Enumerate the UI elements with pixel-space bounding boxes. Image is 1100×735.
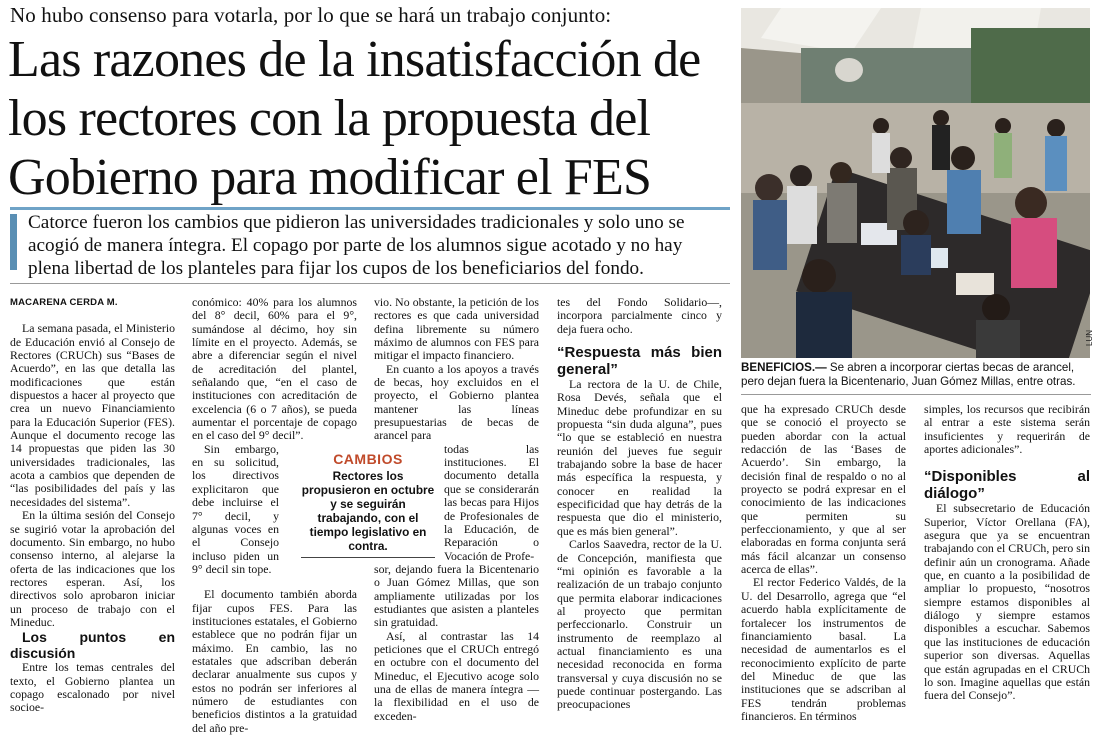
article-photo [741, 8, 1090, 358]
photo-credit: LUN [1085, 329, 1094, 346]
dek-rule [10, 283, 730, 284]
body-paragraph: Entre los temas centrales del texto, el Gobierno plantea un copago escalonado por nivel socioe- [10, 660, 175, 715]
body-paragraph: sor, dejando fuera la Bicentenario o Juan Gómez Millas, que son ampliamente utilizadas por los estudiantes que asisten a planteles sin gratuidad. [374, 561, 539, 630]
body-paragraph: El documento también aborda fijar cupos FES. Para las instituciones estatales, el Gobierno establece que no podrán fijar un máximo. En cambio, las no estatales que adscriban deberán declarar anualmente sus cupos y estos no podrán ser inferiores al número de estudiantes con beneficios distintos a la gratuidad del año pre- [192, 587, 357, 735]
article-column-1 [10, 296, 175, 715]
caption-label: BENEFICIOS.— [741, 361, 827, 374]
fair-photo-illustration [741, 8, 1090, 358]
headline-line: los rectores con la propuesta del [8, 90, 651, 147]
body-paragraph: La semana pasada, el Ministerio de Educación envió al Consejo de Rectores (CRUCh) sus “Bases de Acuerdo”, en las que detalla las modificaciones que están dispuestos a hacer al proyecto que crea un nuevo Financiamiento para la Educación Superior (FES). Aunque el documento recoge las 14 propuestas que piden las 30 universidades tradicionales, las acota a cambios que dependen de “las posibilidades del país y las necesidades del sistema”. [10, 321, 175, 509]
article-headline [8, 30, 738, 207]
caption-rule [741, 394, 1091, 395]
article-column-5 [741, 403, 906, 723]
body-paragraph: todas las instituciones. El documento detalla que se considerarán las becas para Hijos de Profesionales de la Educación, de Reparación o Vocación de Profe- [444, 441, 539, 563]
subhead: “Disponibles al diálogo” [924, 468, 1090, 503]
article-column-6 [924, 403, 1090, 703]
subhead: “Respuesta más bien general” [557, 344, 722, 379]
body-paragraph: Carlos Saavedra, rector de la U. de Concepción, manifiesta que “mi opinión es favorable a la realización de un trabajo conjunto que permita elaborar indicaciones al proyecto que permitan perfeccionarlo. Construir un instrumento de reemplazo al actual financiamiento es una necesidad reconocida en forma transversal y cuya discusión no se puede continuar postergando. Las preocupaciones [557, 537, 722, 712]
body-paragraph: El rector Federico Valdés, de la U. del Desarrollo, agrega que “el acuerdo habla explícitamente de fortalecer los instrumentos de financiamiento basal. La necesidad de aumentarlos es el reconocimiento explícito de parte del Mineduc de que las instituciones que se adscriban al FES tendrán problemas financieros. En términos [741, 575, 906, 723]
dek-accent-bar [10, 214, 17, 270]
box-title: CAMBIOS [333, 451, 403, 467]
body-paragraph: que ha expresado CRUCh desde que se conoció el proyecto se pueden abordar con la actual redacción de las ‘Bases de Acuerdo’. Sin embargo, la decisión final de respaldo o no al proyecto se podrá expresar en el conocimiento de las indicaciones que permiten su perfeccionamiento, y que al ser elaboradas en forma conjunta será más fácil alcanzar un consenso acerca de ellas”. [741, 402, 906, 577]
subhead: Los puntos en discusión [10, 629, 175, 662]
body-paragraph: Sin embargo, en su solicitud, los directivos explicitaron que debe incluirse el 7° decil, y algunas voces en el Consejo incluso piden un 9° decil sin tope. [192, 441, 279, 576]
article-column-3 [374, 296, 539, 723]
article-kicker: No hubo consenso para votarla, por lo que se hará un trabajo conjunto: [10, 3, 612, 27]
body-paragraph: La rectora de la U. de Chile, Rosa Devés, señala que el Mineduc debe profundizar en su propuesta “sin duda alguna”, pues “lo que se estableció en nuestra reunión del jueves fue seguir trabajando sobre la base de hacer más específica la respuesta, y conocer en realidad la especificidad que hay detrás de la respuesta que dio el ministerio, que es más bien general”. [557, 377, 722, 538]
photo-caption [741, 361, 1091, 389]
body-paragraph: El subsecretario de Educación Superior, Víctor Orellana (FA), asegura que ya se encuentran trabajando con el CRUCh, pero sin definir aún un cronograma. Añade que, en cuanto a la posibilidad de ampliar lo propuesto, “nosotros siempre estamos disponibles al diálogo y siempre estamos disponibles a escuchar. Sabemos que las instituciones de educación superior son diversas. Aquellas que están agrupadas en el CRUCh lo son. Imagine aquellas que están fuera del Consejo”. [924, 501, 1090, 703]
headline-line: Gobierno para modificar el FES [8, 149, 652, 206]
byline: MACARENA CERDA M. [10, 297, 118, 308]
box-text: Rectores los propusieron en octubre y se seguirán trabajando, con el tiempo legislativo en contra. [301, 469, 435, 553]
article-column-4 [557, 296, 722, 712]
body-paragraph: tes del Fondo Solidario—, incorpora parcialmente cinco y deja fuera ocho. [557, 295, 722, 336]
caption-text: Se abren a incorporar ciertas becas de arancel, pero dejan fuera la Bicentenario, Juan Gómez Millas, entre otras. [741, 361, 1076, 388]
article-dek: Catorce fueron los cambios que pidieron las universidades tradicionales y solo uno se acogió de manera íntegra. El copago por parte de los alumnos sigue acotado y no hay plena libertad de los planteles para fijar los cupos de los beneficiarios del fondo. [28, 212, 685, 279]
body-paragraph: En la última sesión del Consejo se sugirió votar la aprobación del documento. Sin embargo, no hubo consenso interno, al alejarse la oferta de las indicaciones que los rectores esperan. Así, los directivos solo aprobaron iniciar un proceso de trabajo con el Mineduc. [10, 508, 175, 629]
headline-line: Las razones de la insatisfacción de [8, 31, 701, 88]
body-paragraph: vio. No obstante, la petición de los rectores es que cada universidad defina libremente su número máximo de alumnos con FES para mitigar el impacto financiero. [374, 295, 539, 363]
body-paragraph: simples, los recursos que recibirán al entrar a este sistema serán insuficientes y requerirán de aportes adicionales”. [924, 402, 1090, 457]
body-paragraph: Así, al contrastar las 14 peticiones que el CRUCh entregó en octubre con el documento del Mineduc, el Ejecutivo acoge solo una de ellas de manera íntegra —la flexibilidad en el uso de exceden- [374, 628, 539, 723]
body-paragraph: En cuanto a los apoyos a través de becas, hoy excluidos en el proyecto, el Gobierno plantea mantener las líneas presupuestarias de becas de arancel para [374, 361, 539, 443]
body-paragraph: conómico: 40% para los alumnos del 8° decil, 60% para el 9°, sumándose al décimo, hoy sin límite en el proyecto. Además, se abre a diferenciar según el nivel de acreditación del plantel, señalando que, “en el caso de instituciones con acreditación de excelencia (6 o 7 años), se pueda aumentar el porcentaje de copago en el caso del 9° decil”. [192, 295, 357, 443]
headline-rule [10, 207, 730, 210]
